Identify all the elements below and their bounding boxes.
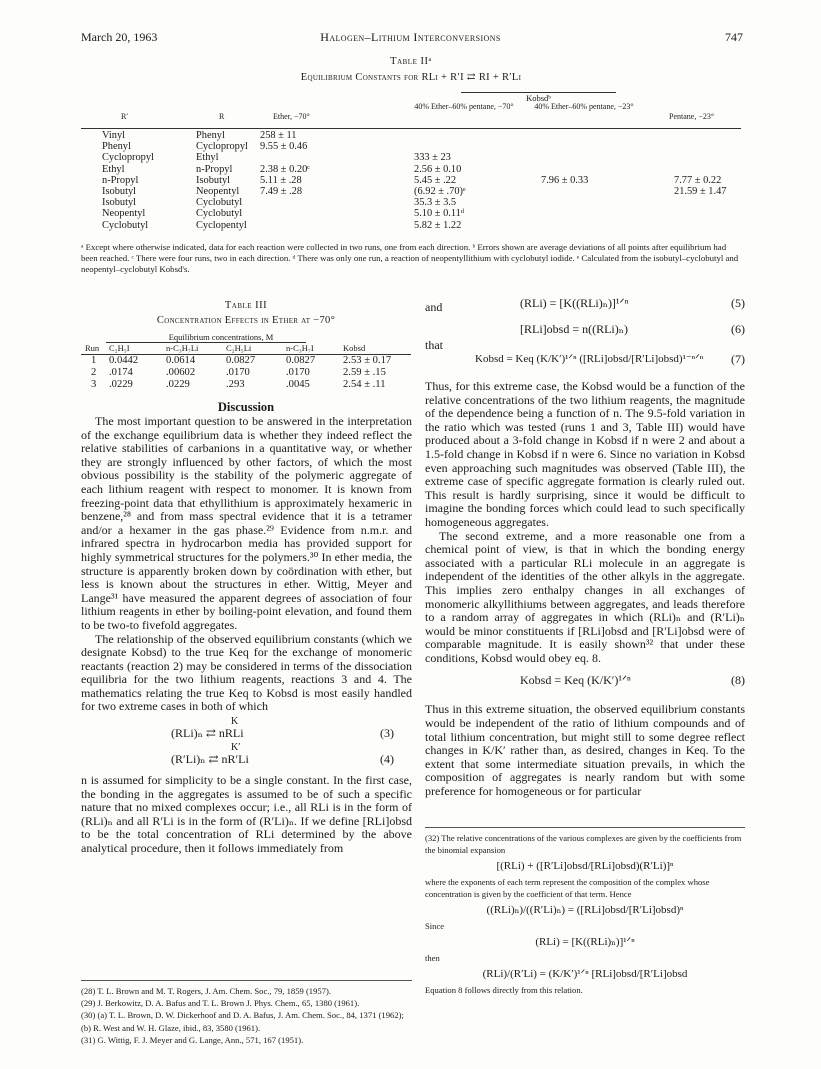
footnote-text: then bbox=[425, 953, 440, 963]
equation-body: Kobsd = Keq (K/K′)¹ᐟⁿ ([RLi]obsd/[R′Li]obsd)¹⁻ⁿᐟⁿ bbox=[475, 353, 704, 365]
cell: 258 ± 11 bbox=[260, 130, 297, 141]
footnote: (28) T. L. Brown and M. T. Rogers, J. Am. Chem. Soc., 79, 1859 (1957). bbox=[81, 986, 331, 996]
paragraph: The most important question to be answered in the interpretation of the exchange equilibrium data is whether they indeed reflect the relative stabilities of carbanions in a quantitative way, or whether they are strongly influenced by other factors, of which the most obvious possibility is the stability of the polymeric aggregate of each lithium reagent with respect to monomer. It is known from freezing-point data that ethyllithium is approximately hexameric in benzene,²⁸ and from mass spectral evidence that it is a tetramer and/or a hexamer in the gas phase.²⁹ Evidence from n.m.r. and infrared spectra in hydrocarbon media has provided support for highly symmetrical structures for the polymers.³⁰ In ether media, the structure is apparently broken down by coördination with ether, but less is known about the structures in ether. Wittig, Meyer and Lange³¹ have measured the apparent degrees of association of four lithium reagents in ether by boiling-point elevation, and found them to be two-to fivefold aggregates. bbox=[81, 414, 412, 632]
column-header: R′ bbox=[121, 112, 129, 121]
paragraph: n is assumed for simplicity to be a single constant. In the first case, the bonding in the aggregates is assumed to be of such a specific nature that no mixed complexes occur; i.e., all RLi is in the form of (RLi)ₙ and all R′Li is in the form of (R′Li)ₙ. If we define [RLi]obsd to be the total concentration of RLi determined by the above analytical procedure, then it follows immediately from bbox=[81, 773, 412, 856]
table-row bbox=[81, 164, 741, 175]
cell: n-Propyl bbox=[196, 163, 233, 175]
footnote: (29) J. Berkowitz, D. A. Bafus and T. L. Brown J. Phys. Chem., 65, 1380 (1961). bbox=[81, 998, 360, 1009]
footnote: (31) G. Wittig, F. J. Meyer and G. Lange, Ann., 571, 167 (1951). bbox=[81, 1034, 304, 1045]
text: and bbox=[425, 300, 443, 314]
cell: .293 bbox=[226, 379, 245, 390]
footnote-intro: (32) The relative concentrations of the various complexes are given by the coefficients from the binomial expansion bbox=[425, 833, 742, 855]
column-header: R bbox=[219, 112, 225, 121]
cell: Cyclobutyl bbox=[196, 197, 243, 209]
equation-constant: K′ bbox=[231, 742, 241, 754]
equation-body: (RLi) = [K((RLi)ₙ)]¹ᐟⁿ bbox=[520, 296, 629, 310]
table-row bbox=[81, 208, 741, 219]
cell: Ethyl bbox=[102, 163, 125, 175]
cell: n-Propyl bbox=[102, 174, 139, 186]
table-3-number: Table III bbox=[224, 300, 268, 311]
column-header: Pentane, −23° bbox=[669, 112, 715, 121]
cell: 0.0827 bbox=[226, 355, 256, 366]
cell: 3 bbox=[91, 379, 97, 390]
equation-4 bbox=[81, 742, 412, 768]
column-header: C₂H₅Li bbox=[226, 343, 252, 353]
running-header-date: March 20, 1963 bbox=[81, 30, 158, 44]
cell: Ethyl bbox=[196, 152, 219, 164]
column-header: Kobsd bbox=[343, 343, 366, 353]
cell: Neopentyl bbox=[102, 208, 146, 220]
cell: Neopentyl bbox=[196, 185, 240, 197]
equation-constant: K bbox=[231, 716, 239, 728]
cell: Isobutyl bbox=[102, 197, 137, 209]
footnote-32 bbox=[425, 827, 745, 996]
running-header-title: Halogen–Lithium Interconversions bbox=[320, 30, 501, 44]
cell: Cyclopropyl bbox=[196, 141, 248, 153]
cell: 2.53 ± 0.17 bbox=[343, 355, 392, 366]
footnote: (30) (a) T. L. Brown, D. W. Dickerhoof and D. A. Bafus, J. Am. Chem. Soc., 84, 1371 (1962); (b) R. West and W. H. Glaze, ibid., 83, 3580 (1961). bbox=[81, 1010, 404, 1033]
table-row bbox=[81, 152, 741, 163]
equation-number: (5) bbox=[731, 296, 745, 310]
column-header: Run bbox=[85, 343, 100, 353]
table-2 bbox=[81, 56, 741, 275]
cell: Cyclobutyl bbox=[196, 208, 243, 220]
cell: 5.82 ± 1.22 bbox=[414, 219, 462, 231]
footnote-text: Since bbox=[425, 921, 445, 931]
cell: 1 bbox=[91, 355, 97, 366]
equation-7 bbox=[425, 338, 745, 374]
table-2-header bbox=[81, 102, 741, 128]
column-header: 40% Ether–60% pentane, −23° bbox=[534, 102, 634, 111]
table-3-header bbox=[81, 343, 411, 355]
left-column bbox=[81, 415, 412, 856]
cell: 2 bbox=[91, 367, 97, 378]
equation: (RLi) = [K((RLi)ₙ)]¹ᐟⁿ bbox=[535, 936, 635, 948]
section-heading: Discussion bbox=[217, 400, 275, 414]
equation-3 bbox=[81, 716, 412, 742]
table-2-kobsd-label: Kobsdᵇ bbox=[461, 92, 616, 103]
cell: 5.10 ± 0.11ᵈ bbox=[414, 208, 465, 220]
cell: 0.0827 bbox=[286, 355, 316, 366]
table-2-title: Equilibrium Constants for RLi + R′I ⇄ RI + R′Li bbox=[300, 72, 522, 83]
table-row bbox=[81, 220, 741, 231]
equation: (RLi)/(R′Li) = (K/K′)¹ᐟⁿ [RLi]obsd/[R′Li]obsd bbox=[482, 968, 688, 980]
cell: Cyclopentyl bbox=[196, 219, 247, 231]
cell: Phenyl bbox=[196, 130, 225, 141]
footnote-text: where the exponents of each term represent the composition of the complex whose concentration is given by the coefficient of that term. Hence bbox=[425, 877, 710, 899]
equation-number: (4) bbox=[380, 752, 394, 767]
cell: .0229 bbox=[109, 379, 133, 390]
equation: ((RLi)ₙ)/((R′Li)ₙ) = ([RLi]obsd/[R′Li]obsd)ⁿ bbox=[486, 904, 684, 916]
cell: 2.56 ± 0.10 bbox=[414, 163, 462, 175]
table-3-eq-label: Equilibrium concentrations, M bbox=[106, 332, 306, 343]
cell: 5.11 ± .28 bbox=[260, 174, 302, 186]
paragraph: Thus, for this extreme case, the Kobsd would be a function of the relative concentrations of the two lithium reagents, the magnitude of the dependence being a function of n. The 9.5-fold variation in the ratio which was tested (runs 1 and 3, Table III) would have produced about a 3-fold change in Kobsd if n were 2 and about a 1.5-fold change in Kobsd if n were 6. Since no variation in Kobsd even approaching such magnitudes was observed (Table III), the extreme case of specific aggregate formation is clearly ruled out. This result is hardly surprising, since it would be difficult to imagine the bonding forces which could lead to such specifically homogeneous aggregates. bbox=[425, 379, 745, 529]
table-3 bbox=[81, 300, 411, 391]
cell: .00602 bbox=[166, 367, 196, 378]
table-2-footnotes: ᵃ Except where otherwise indicated, data for each reaction were collected in two runs, one from each direction. ᵇ Errors shown are average deviations of all points after equilibrium had been reached. ᶜ There were four runs, two in each direction. ᵈ There was only one run, a reaction of neopentyllithium with cyclobutyl iodide. ᵉ Calculated from the isobutyl–cyclobutyl and neopentyl–cyclobutyl Kobsd's. bbox=[81, 242, 739, 275]
cell: Isobutyl bbox=[102, 185, 137, 197]
table-row bbox=[81, 175, 741, 186]
text: that bbox=[425, 338, 443, 352]
equation-body: Kobsd = Keq (K/K′)¹ᐟⁿ bbox=[520, 673, 631, 688]
footnotes-left bbox=[81, 980, 412, 1046]
cell: 7.96 ± 0.33 bbox=[541, 174, 589, 186]
equation-number: (6) bbox=[731, 322, 745, 336]
paragraph: The relationship of the observed equilibrium constants (which we designate Kobsd) to the true Keq for the exchange of monomeric reactants (reaction 2) may be considered in terms of the dissociation equilibria for the two lithium reagents, reactions 3 and 4. The mathematics relating the true Keq to Kobsd is most easily handled for two extreme cases in both of which bbox=[81, 631, 412, 714]
paragraph: Thus in this extreme situation, the observed equilibrium constants would be independent of the ratio of lithium compounds and of total lithium concentration, but might still to some degree reflect changes in K/K′ rather than, as desired, changes in Keq. To the extent that some intermediate situation prevails, in which the composition of aggregates is nearly random but with some preference for homogeneous or for particular bbox=[425, 702, 745, 799]
cell: 21.59 ± 1.47 bbox=[674, 185, 727, 197]
column-header: 40% Ether–60% pentane, −70° bbox=[414, 102, 514, 111]
cell: Cyclobutyl bbox=[102, 219, 149, 231]
cell: .0174 bbox=[109, 367, 133, 378]
cell: Phenyl bbox=[102, 141, 131, 153]
right-column bbox=[425, 296, 745, 799]
table-row bbox=[81, 367, 411, 379]
cell: 0.0614 bbox=[166, 355, 196, 366]
cell: .0045 bbox=[286, 379, 310, 390]
cell: .0170 bbox=[226, 367, 250, 378]
table-row bbox=[81, 355, 411, 367]
equation-body: (RLi)ₙ ⇄ nRLi bbox=[171, 726, 244, 741]
column-header: C₂H₅I bbox=[109, 343, 130, 353]
cell: .0170 bbox=[286, 367, 310, 378]
table-2-rule bbox=[81, 128, 741, 129]
cell: (6.92 ± .70)ᵉ bbox=[414, 185, 466, 197]
cell: Cyclopropyl bbox=[102, 152, 154, 164]
table-2-number: Table IIᵃ bbox=[390, 56, 432, 67]
cell: 0.0442 bbox=[109, 355, 139, 366]
equation-body: [RLi]obsd = n((RLi)ₙ) bbox=[520, 322, 628, 336]
paragraph: The second extreme, and a more reasonable one from a chemical point of view, is that in which the bonding energy associated with a particular RLi molecule in an aggregate is independent of the identities of the other alkyls in the aggregate. This implies zero enthalpy changes in all exchanges of monomeric alkyllithiums between aggregates, and leads therefore to a random array of aggregates in which (RLi)ₙ and (R′Li)ₙ would be minor constituents if [RLi]obsd and [R′Li]obsd were of comparable magnitude. It is easily shown³² that under these conditions, Kobsd would obey eq. 8. bbox=[425, 528, 745, 665]
cell: 2.38 ± 0.20ᶜ bbox=[260, 163, 310, 175]
cell: Isobutyl bbox=[196, 174, 231, 186]
table-row bbox=[81, 379, 411, 391]
cell: 7.49 ± .28 bbox=[260, 185, 303, 197]
equation-number: (8) bbox=[731, 673, 745, 688]
equation-5 bbox=[425, 296, 745, 322]
column-header: n-C₃H₇Li bbox=[166, 343, 199, 353]
table-3-title: Concentration Effects in Ether at −70° bbox=[156, 315, 336, 326]
cell: Vinyl bbox=[102, 130, 126, 141]
cell: 5.45 ± .22 bbox=[414, 174, 457, 186]
column-header: Ether, −70° bbox=[273, 112, 310, 121]
cell: 2.54 ± .11 bbox=[343, 379, 386, 390]
cell: .0229 bbox=[166, 379, 190, 390]
table-row bbox=[81, 186, 741, 197]
table-row bbox=[81, 141, 741, 152]
cell: 7.77 ± 0.22 bbox=[674, 174, 722, 186]
column-header: n-C₃H₇I bbox=[286, 343, 314, 353]
cell: 2.59 ± .15 bbox=[343, 367, 386, 378]
page-number: 747 bbox=[725, 30, 743, 44]
cell: 9.55 ± 0.46 bbox=[260, 141, 308, 153]
cell: 35.3 ± 3.5 bbox=[414, 197, 457, 209]
equation-8 bbox=[425, 673, 745, 697]
table-2-body bbox=[81, 130, 741, 231]
binomial-expansion: [(RLi) + ([R′Li]obsd/[RLi]obsd)(R′Li)]ⁿ bbox=[496, 860, 674, 872]
equation-body: (R′Li)ₙ ⇄ nR′Li bbox=[171, 752, 249, 767]
table-row bbox=[81, 197, 741, 208]
equation-number: (7) bbox=[731, 352, 745, 366]
footnote-text: Equation 8 follows directly from this relation. bbox=[425, 985, 583, 995]
cell: 333 ± 23 bbox=[414, 152, 451, 164]
table-row bbox=[81, 130, 741, 141]
equation-6 bbox=[425, 322, 745, 344]
equation-number: (3) bbox=[380, 726, 394, 741]
